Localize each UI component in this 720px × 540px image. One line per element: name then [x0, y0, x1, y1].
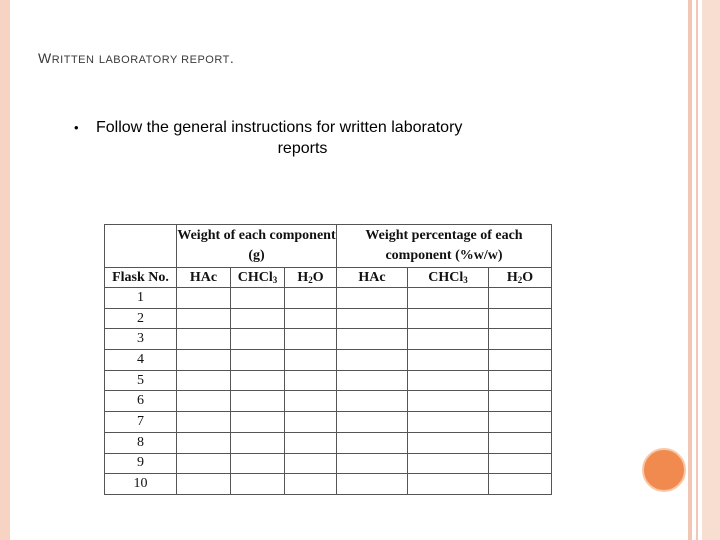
- flask-number: 10: [105, 474, 177, 495]
- lab-data-table: [104, 224, 552, 495]
- flask-number: 1: [105, 288, 177, 309]
- slide-title: WRITTEN LABORATORY REPORT.: [38, 50, 235, 66]
- empty-cell: [489, 474, 552, 495]
- empty-cell: [337, 308, 408, 329]
- flask-number: 8: [105, 432, 177, 453]
- accent-circle: [642, 448, 686, 492]
- col-chcl3-weight: CHCl$_3$: [231, 268, 285, 288]
- table-row: [105, 350, 552, 371]
- table-row: [105, 329, 552, 350]
- empty-cell: [337, 412, 408, 433]
- empty-cell: [177, 370, 231, 391]
- flask-number: 9: [105, 453, 177, 474]
- empty-cell: [177, 453, 231, 474]
- empty-cell: [177, 308, 231, 329]
- empty-cell: [231, 350, 285, 371]
- right-decor-stripes: [688, 0, 720, 540]
- column-header-row: [105, 268, 552, 288]
- empty-cell: [489, 288, 552, 309]
- empty-cell: [489, 370, 552, 391]
- empty-cell: [285, 432, 337, 453]
- empty-cell: [231, 474, 285, 495]
- flask-number: 5: [105, 370, 177, 391]
- empty-cell: [408, 288, 489, 309]
- empty-cell: [285, 370, 337, 391]
- table-row: [105, 288, 552, 309]
- header-empty: [105, 225, 177, 268]
- table-row: [105, 412, 552, 433]
- table-row: [105, 391, 552, 412]
- empty-cell: [177, 432, 231, 453]
- empty-cell: [177, 350, 231, 371]
- empty-cell: [177, 474, 231, 495]
- empty-cell: [489, 350, 552, 371]
- empty-cell: [337, 453, 408, 474]
- flask-number: 3: [105, 329, 177, 350]
- empty-cell: [285, 288, 337, 309]
- empty-cell: [337, 474, 408, 495]
- header-weight-percentage: Weight percentage of each component (%w/w): [337, 225, 552, 268]
- empty-cell: [231, 412, 285, 433]
- empty-cell: [285, 474, 337, 495]
- table-row: [105, 474, 552, 495]
- empty-cell: [337, 329, 408, 350]
- empty-cell: [489, 391, 552, 412]
- empty-cell: [231, 308, 285, 329]
- empty-cell: [408, 329, 489, 350]
- empty-cell: [285, 329, 337, 350]
- empty-cell: [231, 391, 285, 412]
- table-row: [105, 370, 552, 391]
- col-h2o-weight: $H_2O$: [285, 268, 337, 288]
- header-weight: Weight of each component (g): [177, 225, 337, 268]
- empty-cell: [337, 432, 408, 453]
- flask-number: 2: [105, 308, 177, 329]
- empty-cell: [408, 370, 489, 391]
- empty-cell: [408, 432, 489, 453]
- empty-cell: [489, 329, 552, 350]
- empty-cell: [489, 453, 552, 474]
- empty-cell: [177, 412, 231, 433]
- empty-cell: [408, 412, 489, 433]
- empty-cell: [231, 370, 285, 391]
- bullet-text: [96, 117, 516, 159]
- col-h2o-percent: $H_2O$: [489, 268, 552, 288]
- bullet-line-1: Follow the general instructions for written laboratory: [96, 119, 463, 136]
- empty-cell: [408, 350, 489, 371]
- bullet-line-2: reports: [277, 140, 328, 157]
- flask-number: 4: [105, 350, 177, 371]
- empty-cell: [489, 308, 552, 329]
- table-row: [105, 432, 552, 453]
- empty-cell: [177, 329, 231, 350]
- left-decor-bar: [0, 0, 10, 540]
- empty-cell: [337, 391, 408, 412]
- empty-cell: [337, 350, 408, 371]
- empty-cell: [285, 350, 337, 371]
- empty-cell: [285, 308, 337, 329]
- flask-number: 7: [105, 412, 177, 433]
- col-hac-weight: HAc: [177, 268, 231, 288]
- table-row: [105, 308, 552, 329]
- bullet-marker: •: [74, 120, 79, 135]
- empty-cell: [177, 288, 231, 309]
- col-chcl3-percent: CHCl$_3$: [408, 268, 489, 288]
- empty-cell: [489, 432, 552, 453]
- empty-cell: [177, 391, 231, 412]
- empty-cell: [408, 391, 489, 412]
- empty-cell: [489, 412, 552, 433]
- empty-cell: [408, 474, 489, 495]
- empty-cell: [408, 453, 489, 474]
- empty-cell: [337, 370, 408, 391]
- empty-cell: [285, 391, 337, 412]
- col-hac-percent: HAc: [337, 268, 408, 288]
- empty-cell: [337, 288, 408, 309]
- empty-cell: [231, 453, 285, 474]
- empty-cell: [408, 308, 489, 329]
- empty-cell: [285, 412, 337, 433]
- empty-cell: [285, 453, 337, 474]
- flask-number: 6: [105, 391, 177, 412]
- table-row: [105, 453, 552, 474]
- empty-cell: [231, 288, 285, 309]
- col-flask-no: Flask No.: [105, 268, 177, 288]
- empty-cell: [231, 432, 285, 453]
- empty-cell: [231, 329, 285, 350]
